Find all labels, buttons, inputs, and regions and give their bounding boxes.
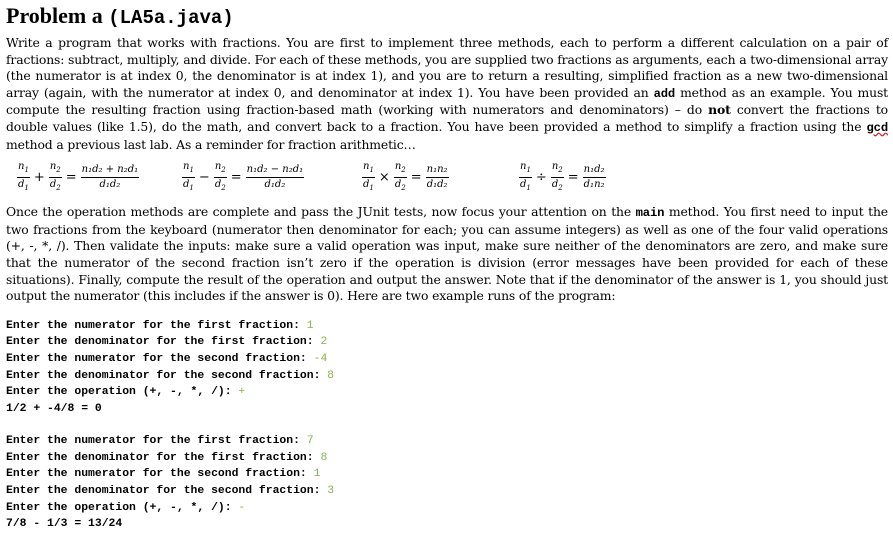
title-text: Problem a [6,3,103,28]
formula-div: $\frac{n_1}{d_1}$ ÷ $\frac{n_2}{d_2}$ = $\frac{\text{n₁d₂}}{\text{d₁n₂}}$ [520,160,605,192]
console-line: Enter the denominator for the first fraction: 8 [6,451,328,464]
example-run-1 [6,318,888,418]
console-result: 7/8 - 1/3 = 13/24 [6,518,123,531]
formula-sub: $n_1$ $d_1$ − $\frac{n_2}{d_2}$ = $\frac{\text{n₁d₂ − n₂d₁}}{\text{d₁d₂}}$ [183,160,304,192]
intro-paragraph: Write a program that works with fractions. You are first to implement three methods, each to perform a different calculation on a pair of fractions: subtract, multiply, and divide. For each of these methods, you are supplied two fractions as arguments, each a two-dimensional array (the numerator is at index 0, the denominator is at index 1), and you are to return a resulting, simplified fraction as a new two-dimensional array (again, with the numerator at index 0, and denominator at index 1). You have been provided an add method as an example. You must compute the resulting fraction using fraction-based math (working with numerators and denominators) – do not convert the fractions to double values (like 1.5), do the math, and convert back to a fraction. You have been provided a method to simplify a fraction using the gcd method a previous last lab. As a reminder for fraction arithmetic… [6,35,888,152]
formula-add: $n_1$ $d_1$ + $\frac{n_2}{d_2}$ = $\frac{\text{n₁d₂ + n₂d₁}}{\text{d₁d₂}}$ [18,160,139,192]
console-line: Enter the numerator for the second fraction: -4 [6,352,328,365]
fraction-formulas [6,157,888,201]
example-run-2 [6,433,888,533]
page-title [6,0,888,32]
console-line: Enter the denominator for the first fraction: 2 [6,336,328,349]
not-emphasis: not [708,102,731,118]
title-filename: (LA5a.java) [108,7,234,29]
console-line: Enter the numerator for the second fraction: 1 [6,468,321,481]
main-paragraph: Once the operation methods are complete and pass the JUnit tests, now focus your attention on the main method. You first need to input the two fractions from the keyboard (numerator then denominator for each; you can assume integers) as well as one of the four valid operations (+, -, *, /). Then validate the inputs: make sure a valid operation was input, make sure neither of the denominators are zero, and make sure that the numerator of the second fraction isn’t zero if the operation is division (error messages have been provided for each of these situations). Finally, compute the result of the operation and output the answer. Note that if the denominator of the answer is 1, you should just output the numerator (this includes if the answer is 0). Here are two example runs of the program: [6,204,888,304]
console-line: Enter the numerator for the first fraction: 7 [6,435,314,448]
main-code: main [635,206,665,221]
console-line: Enter the operation (+, -, *, /): + [6,386,246,399]
console-result: 1/2 + -4/8 = 0 [6,402,102,415]
gcd-code: gcd [866,120,888,135]
console-line: Enter the operation (+, -, *, /): - [6,501,246,514]
console-line: Enter the numerator for the first fraction: 1 [6,319,314,332]
console-line: Enter the denominator for the second fraction: 3 [6,485,335,498]
console-line: Enter the denominator for the second fraction: 8 [6,369,335,382]
add-code: add [653,86,676,101]
formula-mul: $\frac{n_1}{d_1}$ × $\frac{n_2}{d_2}$ = $\frac{\text{n₁n₂}}{\text{d₁d₂}}$ [363,160,448,192]
document-page [6,0,888,533]
